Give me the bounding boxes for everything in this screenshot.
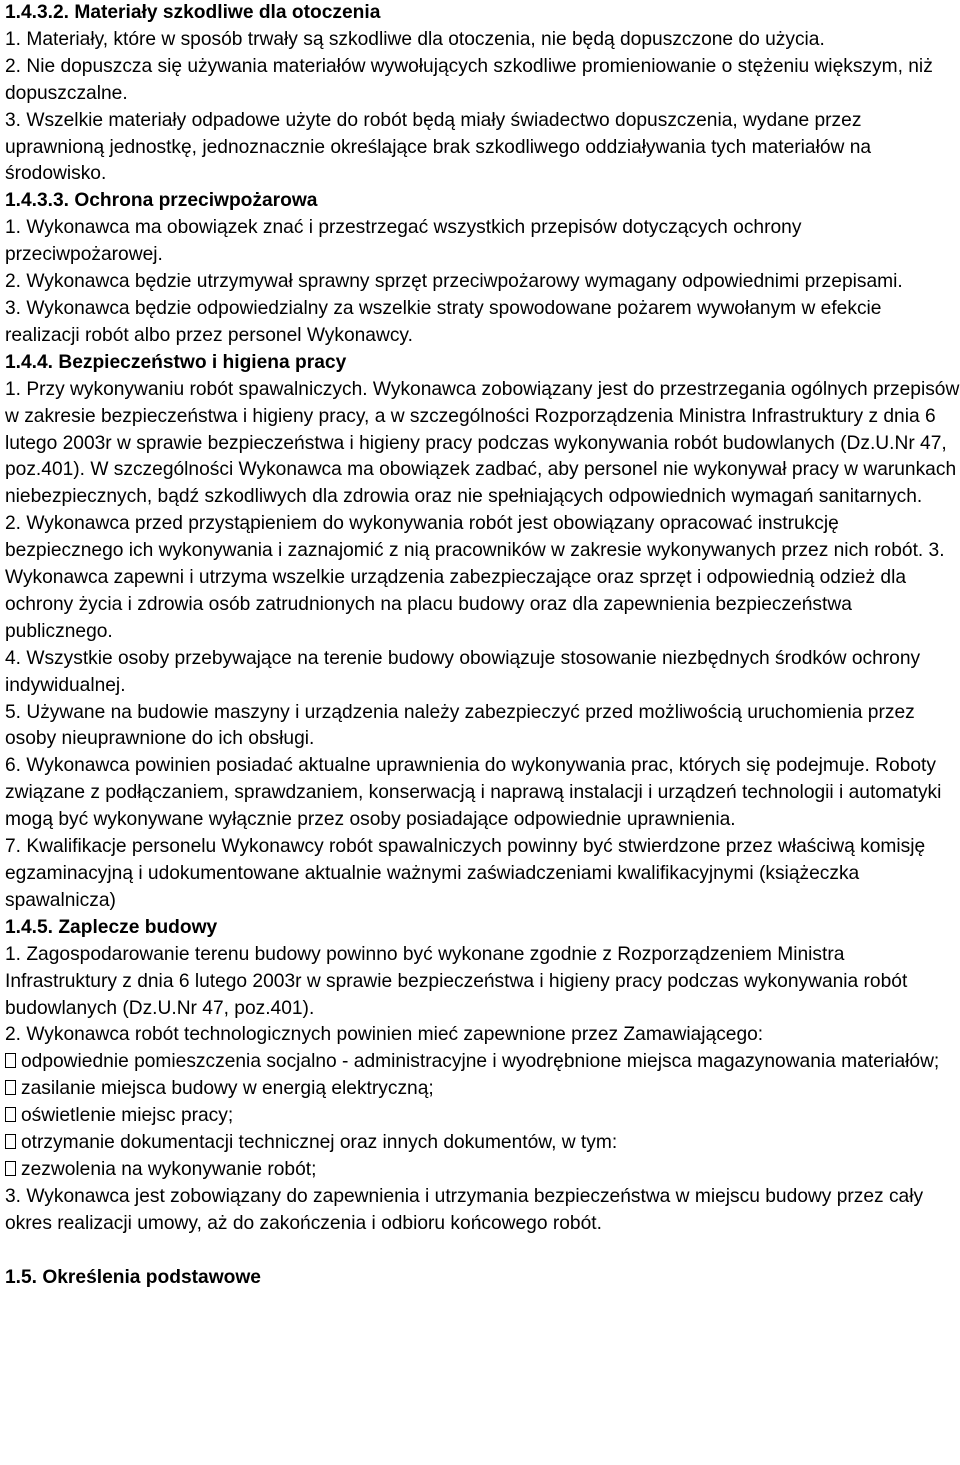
paragraph: 3. Wszelkie materiały odpadowe użyte do robót będą miały świadectwo dopuszczenia, wydane przez uprawnioną jednostkę, jednoznacznie określające brak szkodliwego oddziaływania tych materiałów na środowisko.: [5, 109, 872, 185]
document-page: [5, 0, 960, 1291]
bullet-text: zasilanie miejsca budowy w energią elektryczną;: [21, 1078, 434, 1100]
section-heading-ochrona-przeciwpozarowa: 1.4.3.3. Ochrona przeciwpożarowa: [5, 190, 318, 212]
section-heading-bhp: 1.4.4. Bezpieczeństwo i higiena pracy: [5, 351, 347, 373]
bullet-text: oświetlenie miejsc pracy;: [21, 1105, 234, 1127]
section-heading-materialy-szkodliwe: 1.4.3.2. Materiały szkodliwe dla otoczenia: [5, 2, 381, 23]
paragraph: 2. Wykonawca przed przystąpieniem do wykonywania robót jest obowiązany opracować instrukcję bezpiecznego ich wykonywania i zaznajomić z nią pracowników w zakresie wykonywanych przez nich robót. 3. Wykonawca zapewni i utrzyma wszelkie urządzenia zabezpieczające oraz sprzęt i odpowiednią odzież dla ochrony życia i zdrowia osób zatrudnionych na placu budowy oraz dla zapewnienia bezpieczeństwa publicznego.: [5, 513, 945, 642]
checkbox-square-icon: [5, 1053, 16, 1068]
bullet-item: [5, 1130, 960, 1157]
bullet-item: [5, 1049, 960, 1076]
paragraph: 2. Wykonawca będzie utrzymywał sprawny sprzęt przeciwpożarowy wymagany odpowiednimi przepisami.: [5, 271, 903, 293]
section-heading-zaplecze-budowy: 1.4.5. Zaplecze budowy: [5, 916, 218, 938]
checkbox-square-icon: [5, 1134, 16, 1149]
bullet-text: zezwolenia na wykonywanie robót;: [21, 1158, 317, 1180]
checkbox-square-icon: [5, 1080, 16, 1095]
paragraph: 1. Przy wykonywaniu robót spawalniczych. Wykonawca zobowiązany jest do przestrzegania ogólnych przepisów w zakresie bezpieczeństwa i higieny pracy, a w szczególności Rozporządzenia Ministra Infrastruktury z dnia 6 lutego 2003r w sprawie bezpieczeństwa i higieny pracy podczas wykonywania robót budowlanych (Dz.U.Nr 47, poz.401). W szczególności Wykonawca ma obowiązek zadbać, aby personel nie wykonywał pracy w warunkach niebezpiecznych, bądź szkodliwych dla zdrowia oraz nie spełniających odpowiednich wymagań sanitarnych.: [5, 378, 960, 508]
section-heading-okreslenia-podstawowe: 1.5. Określenia podstawowe: [5, 1266, 261, 1288]
paragraph: 5. Używane na budowie maszyny i urządzenia należy zabezpieczyć przed możliwością uruchomienia przez osoby nieuprawnione do ich obsługi.: [5, 701, 915, 750]
paragraph: 4. Wszystkie osoby przebywające na terenie budowy obowiązuje stosowanie niezbędnych środków ochrony indywidualnej.: [5, 647, 921, 696]
paragraph: 3. Wykonawca jest zobowiązany do zapewnienia i utrzymania bezpieczeństwa w miejscu budowy przez cały okres realizacji umowy, aż do zakończenia i odbioru końcowego robót.: [5, 1185, 924, 1234]
paragraph: 7. Kwalifikacje personelu Wykonawcy robót spawalniczych powinny być stwierdzone przez właściwą komisję egzaminacyjną i udokumentowane aktualnie ważnymi zaświadczeniami kwalifikacyjnymi (książeczka spawalnicza): [5, 836, 926, 911]
bullet-text: otrzymanie dokumentacji technicznej oraz innych dokumentów, w tym:: [21, 1132, 618, 1154]
checkbox-square-icon: [5, 1107, 16, 1122]
paragraph: 1. Wykonawca ma obowiązek znać i przestrzegać wszystkich przepisów dotyczących ochrony przeciwpożarowej.: [5, 217, 802, 266]
checkbox-square-icon: [5, 1161, 16, 1176]
bullet-item: [5, 1157, 960, 1184]
paragraph: 2. Wykonawca robót technologicznych powinien mieć zapewnione przez Zamawiającego:: [5, 1024, 764, 1046]
paragraph: 3. Wykonawca będzie odpowiedzialny za wszelkie straty spowodowane pożarem wywołanym w efekcie realizacji robót albo przez personel Wykonawcy.: [5, 297, 882, 346]
spacer: [5, 1238, 960, 1265]
paragraph: 6. Wykonawca powinien posiadać aktualne uprawnienia do wykonywania prac, których się podejmuje. Roboty związane z podłączaniem, sprawdzaniem, konserwacją i naprawą instalacji i urządzeń technologii i automatyki mogą być wykonywane wyłącznie przez osoby posiadające odpowiednie uprawnienia.: [5, 755, 942, 831]
paragraph: 2. Nie dopuszcza się używania materiałów wywołujących szkodliwe promieniowanie o stężeniu większym, niż dopuszczalne.: [5, 55, 933, 104]
bullet-item: [5, 1103, 960, 1130]
paragraph: 1. Materiały, które w sposób trwały są szkodliwe dla otoczenia, nie będą dopuszczone do użycia.: [5, 28, 825, 50]
paragraph: 1. Zagospodarowanie terenu budowy powinno być wykonane zgodnie z Rozporządzeniem Ministra Infrastruktury z dnia 6 lutego 2003r w sprawie bezpieczeństwa i higieny pracy podczas wykonywania robót budowlanych (Dz.U.Nr 47, poz.401).: [5, 943, 908, 1019]
bullet-item: [5, 1076, 960, 1103]
bullet-text: odpowiednie pomieszczenia socjalno - administracyjne i wyodrębnione miejsca magazynowania materiałów;: [21, 1051, 940, 1073]
